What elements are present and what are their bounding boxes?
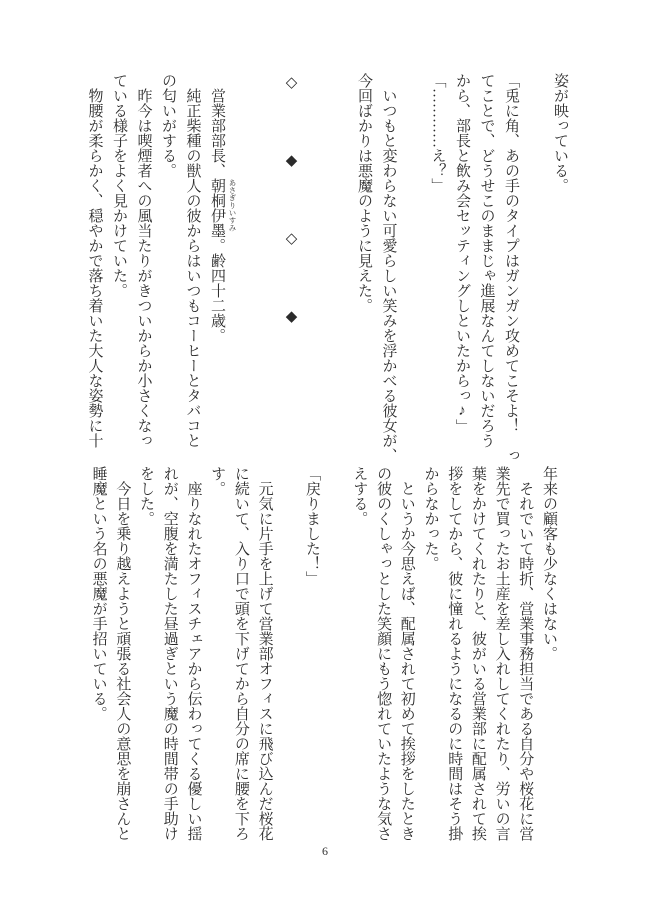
text-column: というか今思えば、配属されて初めて挨拶をしたとき [398,466,415,841]
text-column: 純正柴種の獣人の彼からはいつもコーヒーとタバコと [184,73,201,448]
text-column [323,466,347,860]
text-column: に続いて、入り口で頭を下げてから自分の席に腰を下ろ [232,466,249,841]
text-column [327,73,352,467]
text-column: 今日を乗り越えようと頑張る社会人の意思を崩さんと [114,466,131,841]
text-column: いつもと変わらない可愛らしい笑みを浮かべる彼女が、 [380,73,397,463]
ruby-annotated-name: 伊墨 いすみ [209,208,237,238]
text-column: 営業部部長、朝桐 あさぎり 伊墨 いすみ 。齢四十二歳。 [209,73,237,343]
ruby-annotated-name: 朝桐 あさぎり [209,178,237,209]
text-column: えする。 [351,466,368,526]
text-column: 物腰が柔らかく、穏やかで落ち着いた大人な姿勢に十 [86,73,103,448]
top-text-block [82,73,572,467]
text-column [523,73,548,467]
text-column: 「兎に角、あの手のタイプはガンガン攻めてこそよ！ っ [503,73,519,463]
text-column: 座りなれたオフィスチェアから伝わってくる優しい揺 [185,466,202,841]
text-column: 昨今は喫煙者への風当たりがきついからか小さくなっ [135,73,152,448]
furigana: いすみ [228,209,237,232]
text-column: 今回ばかりは悪魔のように見えた。 [356,73,372,313]
text-column: それでいて時折、営業事務担当である自分や桜花に営 [517,466,534,841]
furigana: あさぎり [228,179,237,209]
page-number: 6 [322,844,328,858]
text-column: 睡魔という名の悪魔が手招いている。 [90,466,107,721]
text-column: ている様子をよく見かけていた。 [111,73,127,298]
text-column: から、部長と飲み会セッティングしといたからっ♪」 [454,73,470,434]
text-column: の彼のくしゃっとした笑顔にもう惚れていたような気さ [375,466,392,841]
text-column: てことで、どうせこのままじゃ進展なんてしないだろう [478,73,495,448]
bottom-text-block [86,466,560,860]
text-column: 拶をしてから、彼に憧れるようになるのに時間はそう掛 [446,466,463,841]
text-column: 姿が映っている。 [552,73,568,193]
text-column: れが、空腹を満たした昼過ぎという魔の時間帯の手助け [161,466,178,841]
text-column [303,73,328,467]
text-column: ◇ ◆ ◇ ◆ [282,73,299,325]
text-column: の匂いがする。 [160,73,176,178]
text-column: 「戻りました！」 [303,466,320,586]
text-column: 年来の顧客も少なくはない。 [541,466,557,661]
text-column: をした。 [138,466,155,526]
text-column [229,73,254,467]
text-column: 葉をかけてくれたりと、彼がいる営業部に配属されて挨 [469,466,486,841]
text-column: 元気に片手を上げて営業部オフィスに飛び込んだ桜花 [256,466,273,841]
text-column: 業先で買ったお土産を差し入れしてくれたり、労いの言 [493,466,510,841]
text-column [254,73,279,467]
text-column: からなかった。 [422,466,439,571]
text-column: 「…………え？」 [429,73,446,193]
text-column [276,466,300,860]
text-column: す。 [209,466,226,496]
text-column [401,73,426,467]
